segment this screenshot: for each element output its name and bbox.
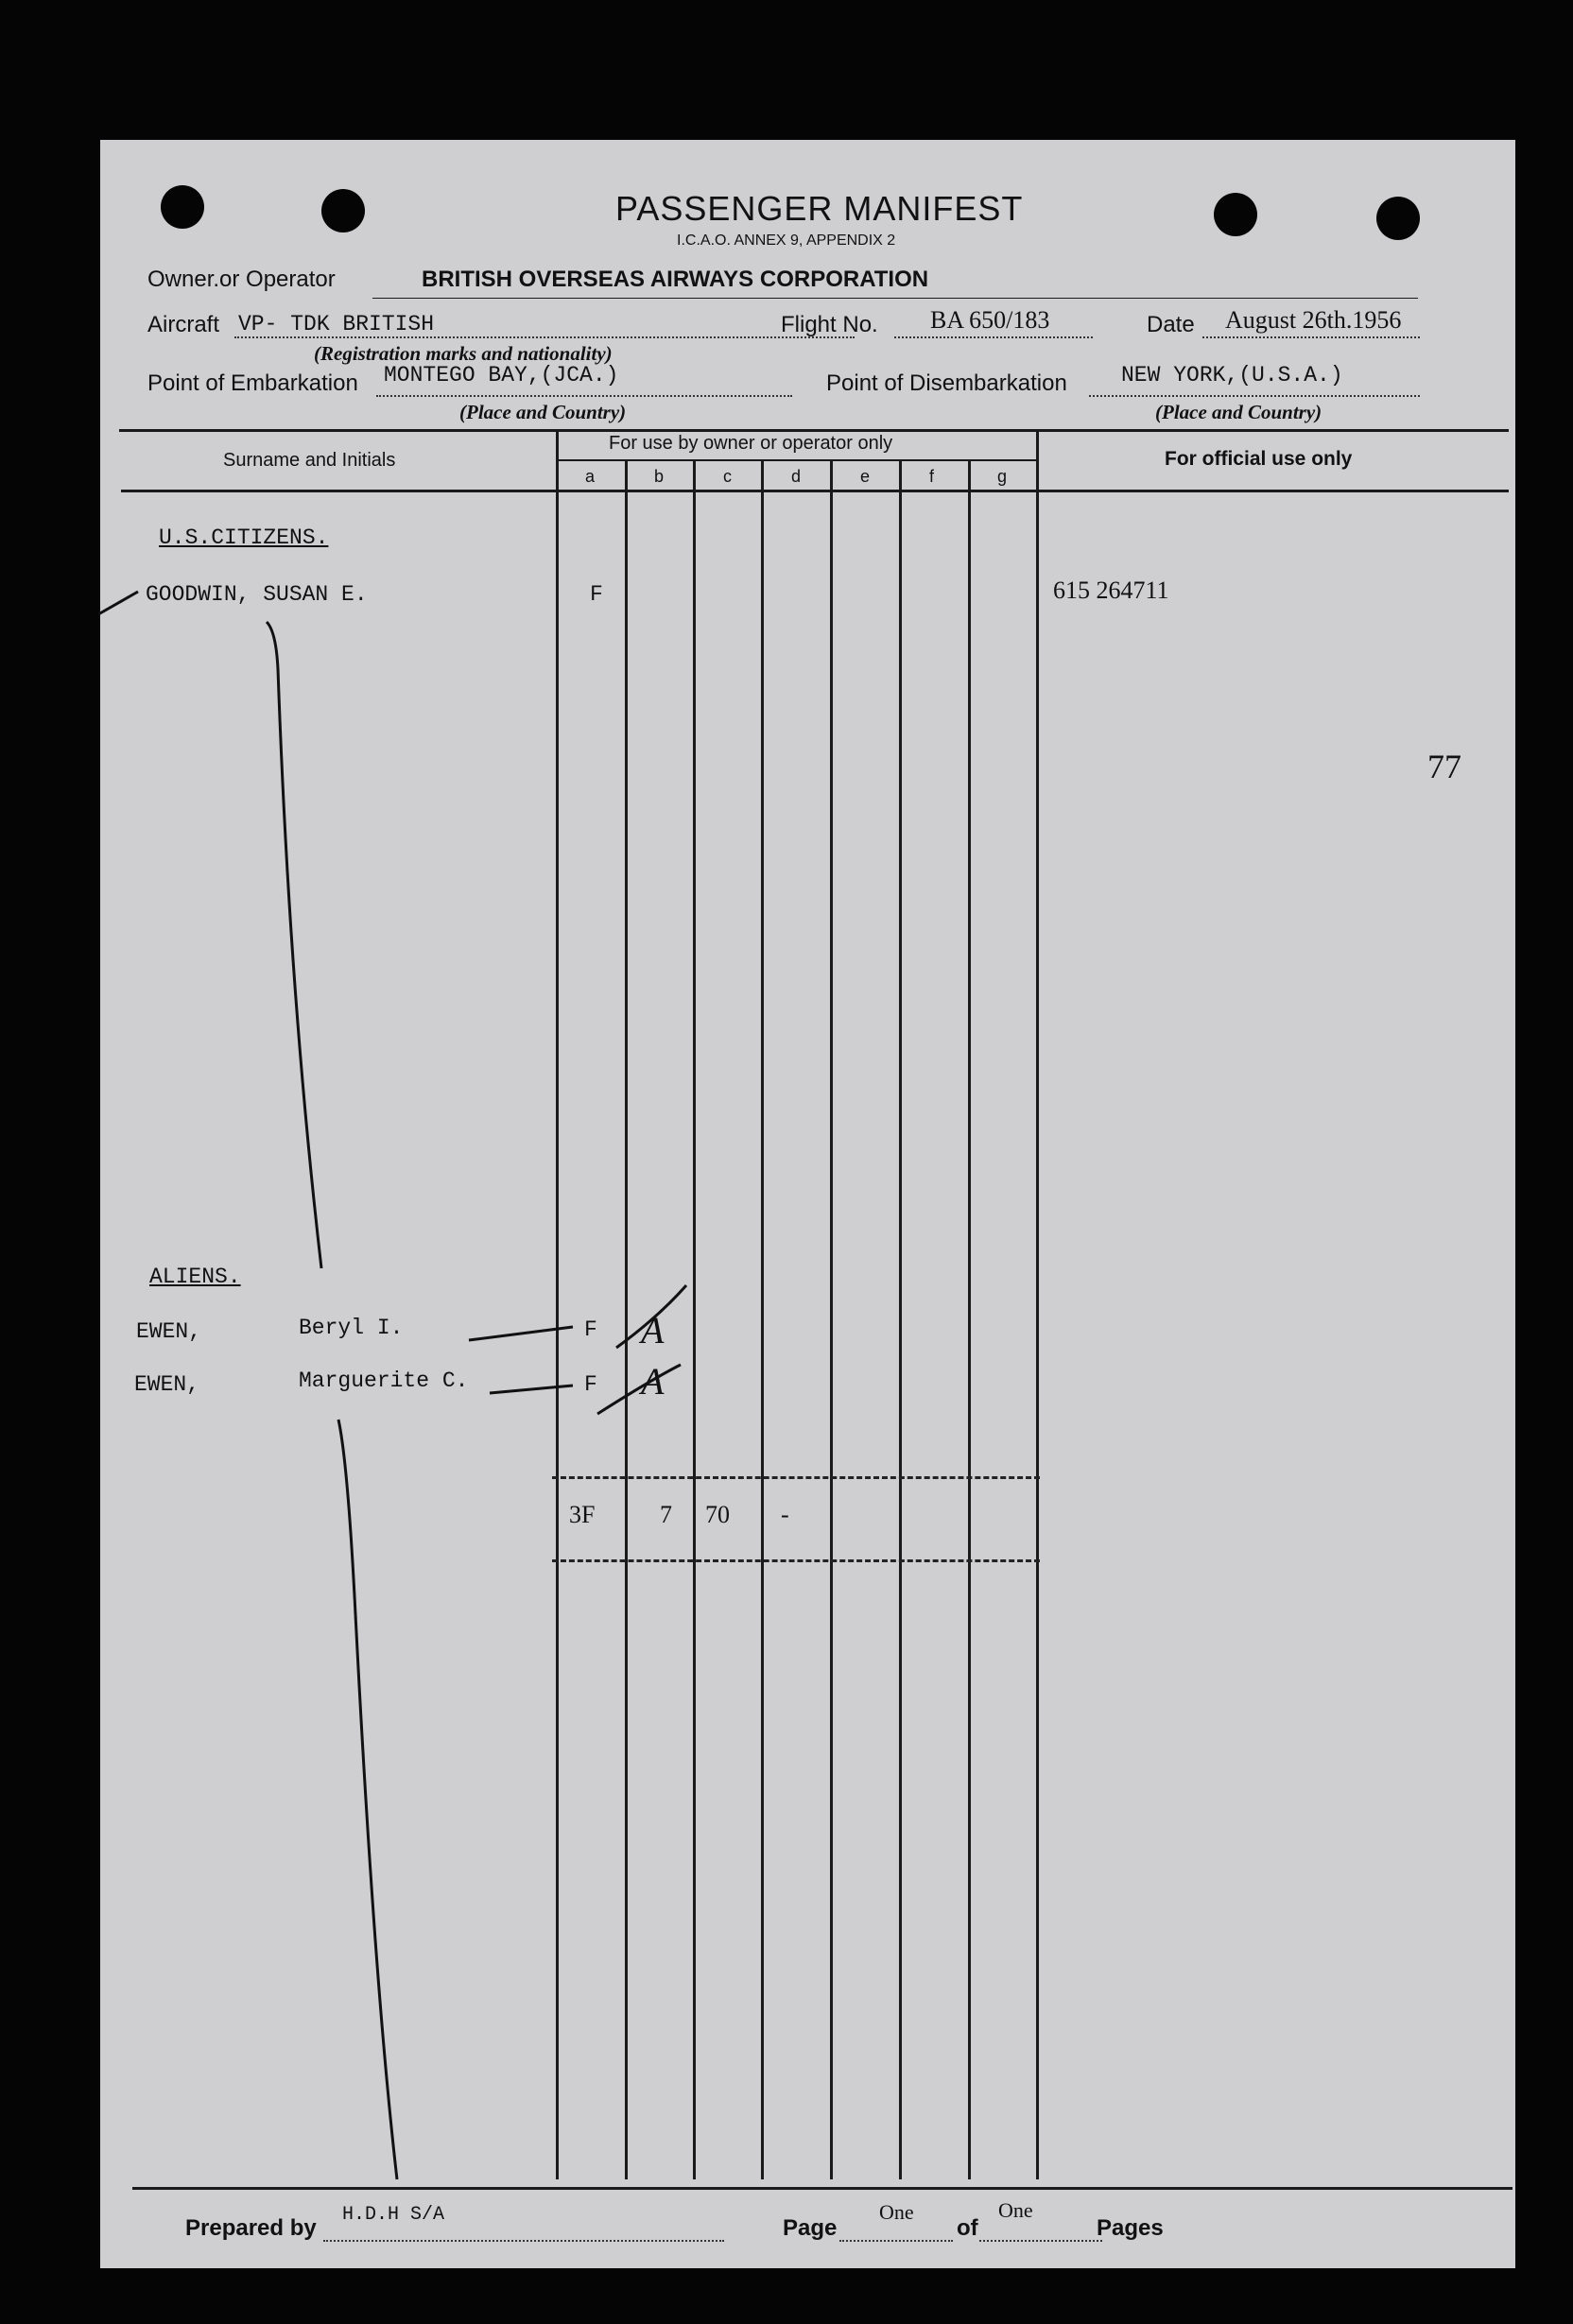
totals-col-a: 3F <box>569 1501 596 1528</box>
prepared-by-value: H.D.H S/A <box>342 2204 445 2226</box>
subheader-c: c <box>723 467 732 486</box>
subheader-b: b <box>654 467 665 486</box>
header-surname: Surname and Initials <box>223 450 396 471</box>
header-official-use: For official use only <box>1165 448 1353 470</box>
totals-col-b: 7 <box>660 1501 672 1528</box>
form-title: PASSENGER MANIFEST <box>615 189 1024 228</box>
page-label: Page <box>783 2215 838 2241</box>
subheader-a: a <box>585 467 596 486</box>
passenger-official-number: 615 264711 <box>1053 577 1169 604</box>
aircraft-value: VP- TDK BRITISH <box>238 312 435 336</box>
subheader-g: g <box>997 467 1008 486</box>
check-stroke <box>597 1285 686 1414</box>
aircraft-label: Aircraft <box>147 312 220 337</box>
page-fill-line <box>839 2240 953 2242</box>
flight-value: BA 650/183 <box>930 306 1050 334</box>
date-label: Date <box>1147 312 1195 337</box>
pages-label: Pages <box>1097 2215 1164 2241</box>
subheader-e: e <box>860 467 871 486</box>
prepared-by-fill-line <box>323 2240 724 2242</box>
totals-col-c: 70 <box>705 1501 730 1528</box>
of-fill-line <box>979 2240 1102 2242</box>
disembarkation-label: Point of Disembarkation <box>826 370 1067 396</box>
subheader-f: f <box>929 467 935 486</box>
footer-top-border <box>132 2187 1512 2190</box>
disembarkation-value: NEW YORK,(U.S.A.) <box>1121 363 1343 387</box>
owner-label: Owner.or Operator <box>147 267 336 292</box>
page-value: One <box>879 2200 914 2224</box>
prepared-by-label: Prepared by <box>185 2215 317 2241</box>
embarkation-caption: (Place and Country) <box>459 401 627 423</box>
passenger-surname: GOODWIN, SUSAN E. <box>146 582 368 607</box>
disembarkation-caption: (Place and Country) <box>1155 401 1322 423</box>
of-label: of <box>957 2215 978 2241</box>
flight-label: Flight No. <box>781 312 878 337</box>
passenger-col-a: F <box>590 582 603 607</box>
date-value: August 26th.1956 <box>1225 306 1402 334</box>
us-citizens-bracket-stroke <box>98 592 321 1268</box>
form-subtitle: I.C.A.O. ANNEX 9, APPENDIX 2 <box>677 232 896 249</box>
aircraft-caption: (Registration marks and nationality) <box>314 342 613 365</box>
header-owner-use: For use by owner or operator only <box>609 433 893 454</box>
aliens-bracket-stroke <box>338 1420 397 2179</box>
passenger-col-a: F <box>584 1372 597 1397</box>
passenger-surname: EWEN, <box>134 1372 200 1397</box>
manifest-sheet <box>100 140 1515 2268</box>
margin-note: 77 <box>1427 748 1461 785</box>
section-us-citizens: U.S.CITIZENS. <box>159 525 329 550</box>
section-aliens: ALIENS. <box>149 1265 241 1289</box>
passenger-col-a: F <box>584 1317 597 1342</box>
embarkation-label: Point of Embarkation <box>147 370 358 396</box>
handwritten-strokes <box>100 140 1515 2268</box>
of-value: One <box>998 2198 1033 2222</box>
subheader-d: d <box>791 467 802 486</box>
passenger-given-name: Marguerite C. <box>299 1369 469 1393</box>
passenger-col-b-mark: A <box>641 1309 665 1351</box>
embarkation-value: MONTEGO BAY,(JCA.) <box>384 363 619 387</box>
passenger-col-b-mark: A <box>641 1360 665 1403</box>
passenger-surname: EWEN, <box>136 1319 202 1344</box>
owner-value: BRITISH OVERSEAS AIRWAYS CORPORATION <box>422 267 929 292</box>
passenger-given-name: Beryl I. <box>299 1316 404 1340</box>
totals-col-d: - <box>781 1501 789 1528</box>
arrow-to-col-a <box>469 1327 573 1393</box>
